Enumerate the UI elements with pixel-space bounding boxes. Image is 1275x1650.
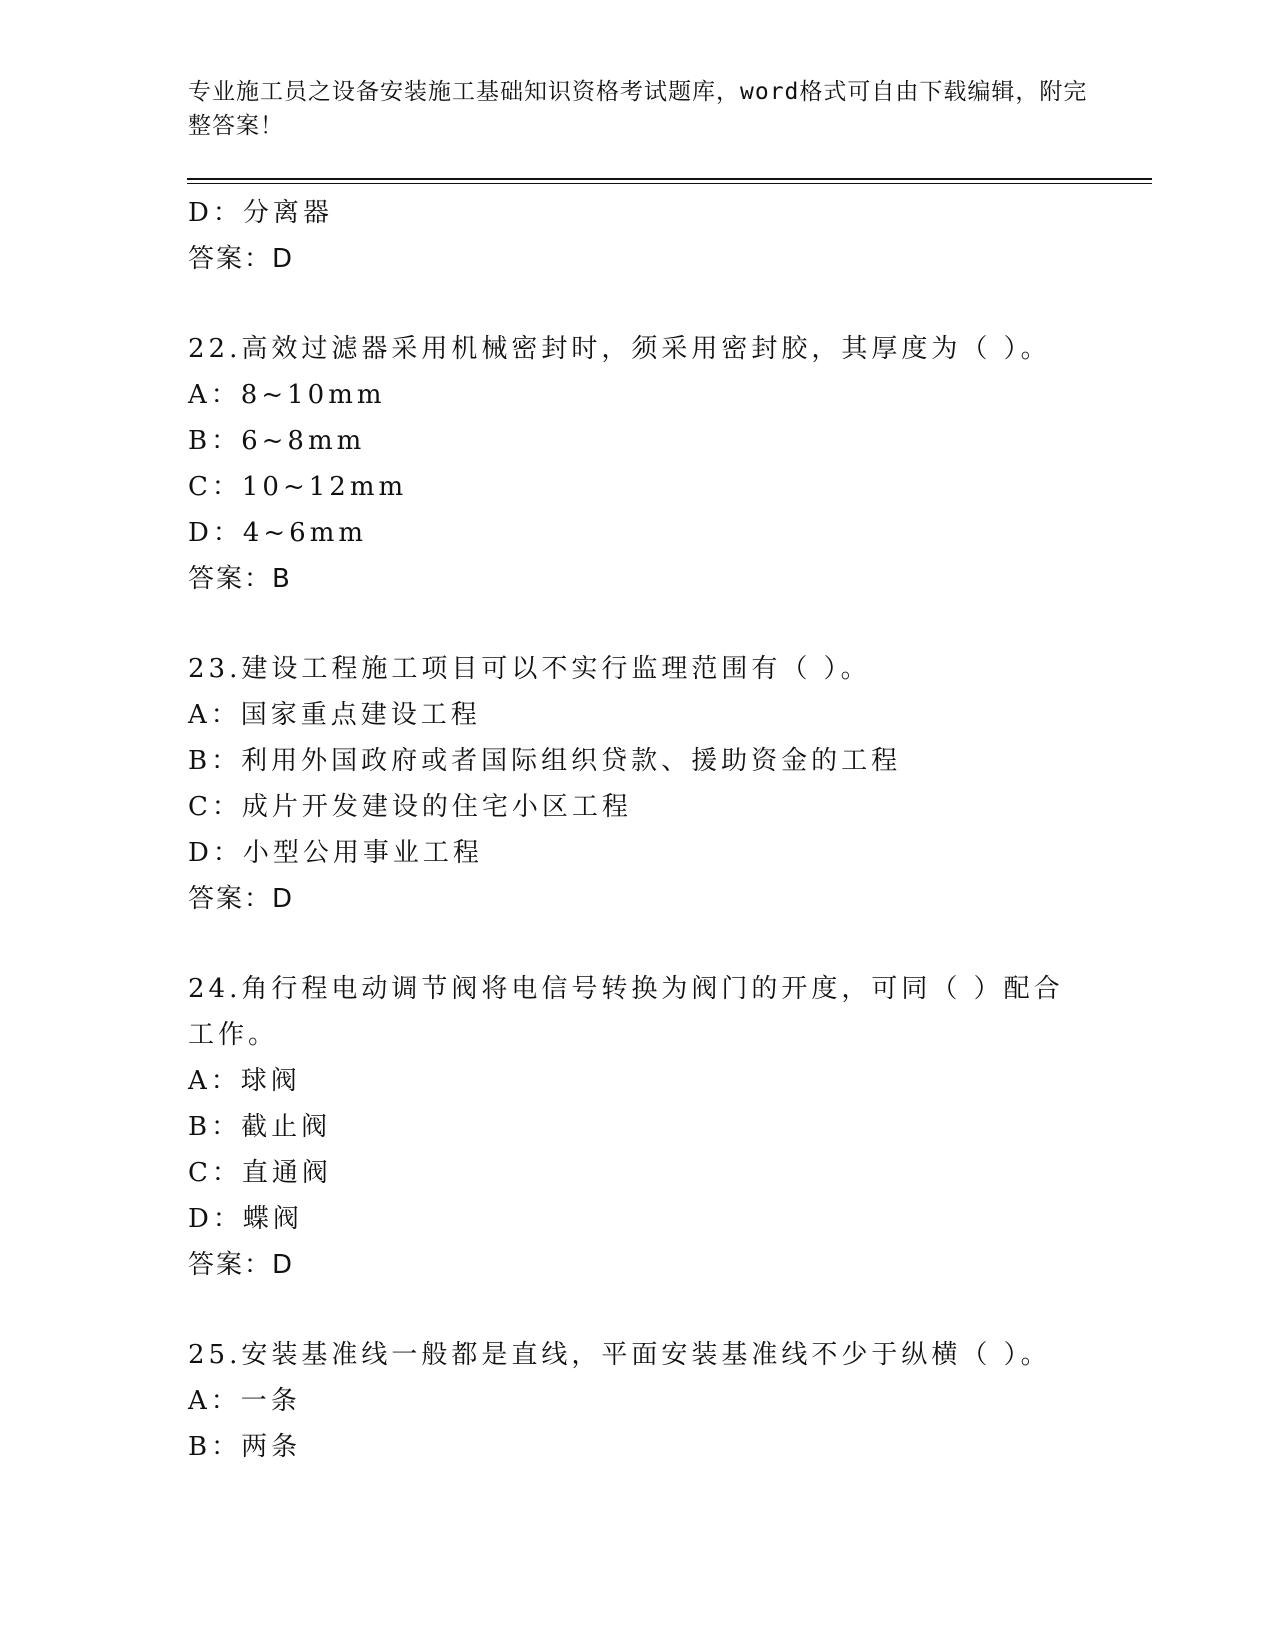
question-stem: 22.高效过滤器采用机械密封时，须采用密封胶，其厚度为（ ）。 [188, 334, 1051, 364]
question-content [188, 190, 1088, 1470]
carryover-option-d: D：分离器 [188, 198, 333, 228]
question-spacer [188, 922, 1088, 966]
option-c: C：10~12mm [188, 472, 408, 502]
option-c: C：直通阀 [188, 1158, 332, 1188]
option-d: D：蝶阀 [188, 1204, 303, 1234]
header-divider-thick [187, 178, 1152, 180]
option-b: B：利用外国政府或者国际组织贷款、援助资金的工程 [188, 746, 902, 776]
question-stem: 23.建设工程施工项目可以不实行监理范围有（ ）。 [188, 654, 871, 684]
option-a: A：国家重点建设工程 [188, 700, 481, 730]
question-stem: 24.角行程电动调节阀将电信号转换为阀门的开度，可同（ ）配合工作。 [188, 974, 1064, 1050]
answer-line: 答案：D [188, 1250, 295, 1280]
carryover-answer: 答案：D [188, 244, 295, 274]
question-23 [188, 646, 1088, 922]
option-d: D：4~6mm [188, 518, 368, 548]
answer-line: 答案：D [188, 884, 295, 914]
option-c: C：成片开发建设的住宅小区工程 [188, 792, 632, 822]
header-divider-thin [187, 183, 1152, 184]
document-header: 专业施工员之设备安装施工基础知识资格考试题库，word格式可自由下载编辑，附完整答案！ [188, 79, 1088, 139]
option-b: B：6~8mm [188, 426, 366, 456]
question-spacer [188, 602, 1088, 646]
option-b: B：两条 [188, 1432, 302, 1462]
question-22 [188, 326, 1088, 602]
option-a: A：一条 [188, 1386, 301, 1416]
question-stem: 25.安装基准线一般都是直线，平面安装基准线不少于纵横（ ）。 [188, 1340, 1051, 1370]
question-spacer [188, 282, 1088, 326]
option-a: A：8~10mm [188, 380, 386, 410]
option-d: D：小型公用事业工程 [188, 838, 483, 868]
question-25 [188, 1332, 1088, 1470]
question-24 [188, 966, 1088, 1288]
answer-line: 答案：B [188, 564, 292, 594]
option-b: B：截止阀 [188, 1112, 332, 1142]
question-spacer [188, 1288, 1088, 1332]
option-a: A：球阀 [188, 1066, 301, 1096]
